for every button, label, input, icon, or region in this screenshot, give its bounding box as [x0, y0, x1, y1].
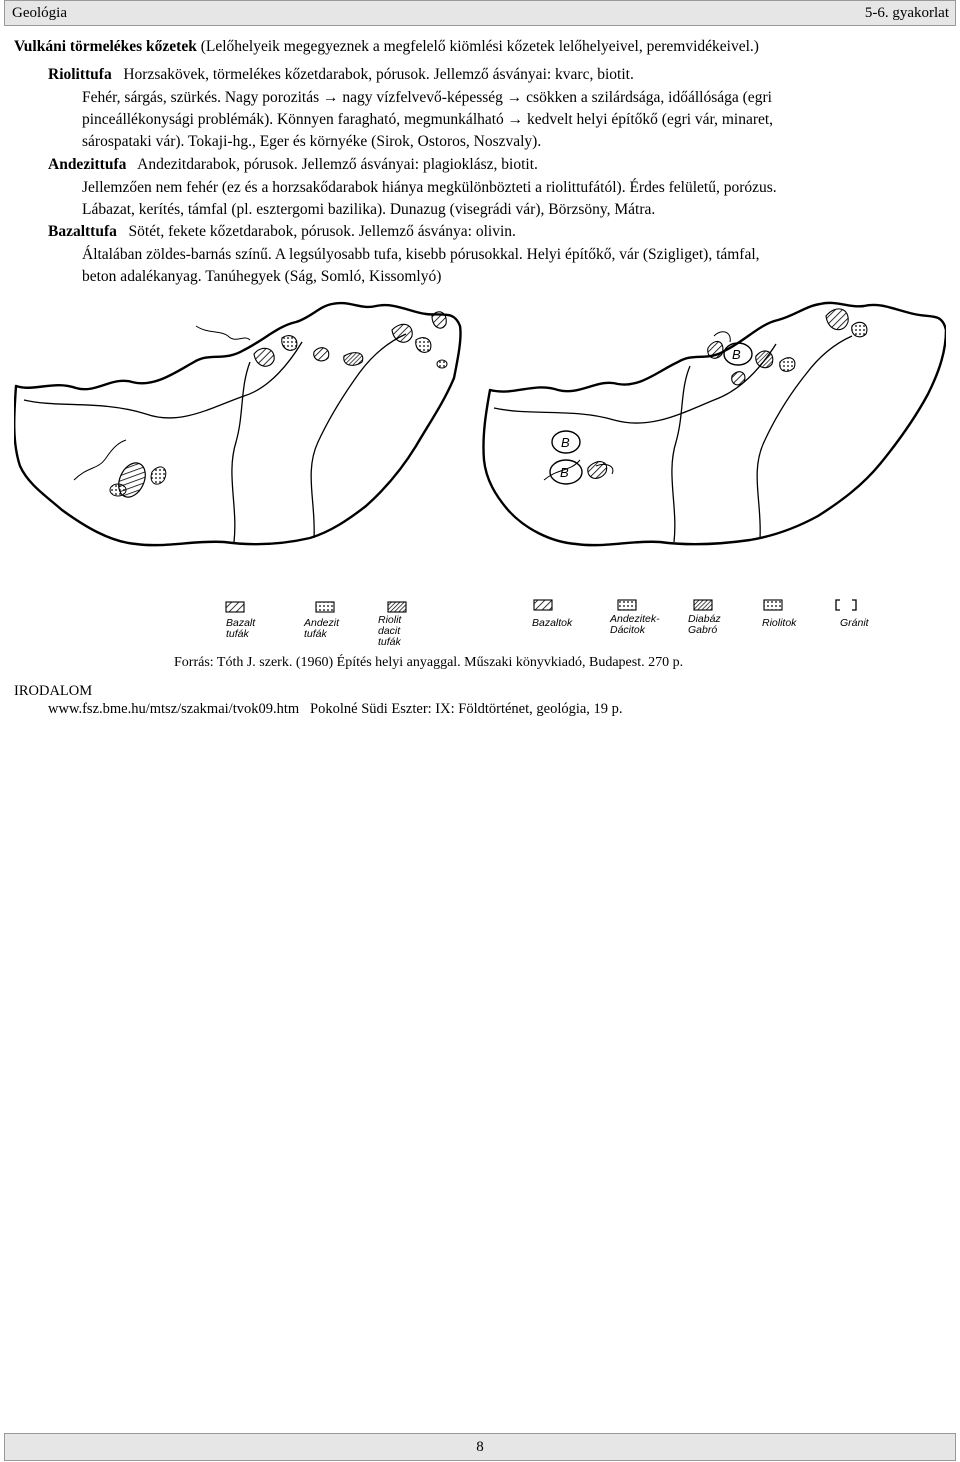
diabase-swatch — [694, 600, 712, 610]
page-header — [4, 0, 956, 26]
legend-diabase: Diabáz Gabró — [688, 613, 721, 636]
basalt-mark-2: B — [560, 465, 569, 480]
andesite-swatch — [618, 600, 636, 610]
reference-book: Pokolné Südi Eszter: IX: Földtörténet, geológia, 19 p. — [310, 701, 623, 717]
header-session: 5-6. gyakorlat — [864, 5, 949, 21]
right-legend-icons — [534, 600, 856, 610]
basalt-mark-1: B — [561, 435, 570, 450]
andezittufa-line-3: Lábazat, kerítés, támfal (pl. esztergomi bazilika). Dunazug (visegrádi vár), Börzsöny, Mátra. — [82, 201, 656, 218]
bazalttufa-line-3: beton adalékanyag. Tanúhegyek (Ság, Somló, Kissomlyó) — [82, 268, 442, 285]
andezittufa-line-1: Andezittufa Andezitdarabok, pórusok. Jellemző ásványai: plagioklász, biotit. — [48, 156, 538, 173]
legend-andesites: Andezitek- Dácitok — [610, 613, 660, 636]
left-legend-icons — [226, 602, 406, 612]
riolittufa-name: Riolittufa — [48, 66, 112, 83]
page-number: 8 — [476, 1439, 484, 1455]
legend-andesite-tuff: Andezit tufák — [304, 617, 340, 640]
bazalttufa-line-1: Bazalttufa Sötét, fekete kőzetdarabok, pórusok. Jellemző ásványa: olivin. — [48, 223, 516, 240]
andesite-tuff-swatch — [316, 602, 334, 612]
page-footer — [4, 1433, 956, 1461]
legend-rhyolite-tuff: Riolit dacit tufák — [378, 614, 402, 648]
basalt-tuff-swatch — [226, 602, 244, 612]
header-subject: Geológia — [12, 5, 67, 21]
bazalttufa-name: Bazalttufa — [48, 223, 117, 240]
riolittufa-line-4: sárospataki vár). Tokaji-hg., Eger és környéke (Sirok, Ostoros, Noszvaly). — [82, 133, 542, 150]
section-subtitle: (Lelőhelyeik megegyeznek a megfelelő kiömlési kőzetek lelőhelyeivel, peremvidékeivel.) — [200, 38, 759, 55]
bazalttufa-line-2: Általában zöldes-barnás színű. A legsúlyosabb tufa, kisebb pórusokkal. Helyi építőkő, vár (Szigliget), támfal, — [82, 246, 760, 263]
figure-source: Forrás: Tóth J. szerk. (1960) Építés helyi anyaggal. Műszaki könyvkiadó, Budapest. 270 p. — [174, 655, 684, 670]
reference-link[interactable]: www.fsz.bme.hu/mtsz/szakmai/tvok09.htm — [48, 701, 300, 717]
legend-rhyolites: Riolitok — [762, 617, 797, 629]
irodalom-title: IRODALOM — [14, 683, 93, 699]
andezittufa-line-2: Jellemzően nem fehér (ez és a horzsakődarabok hiánya megkülönbözteti a riolittufától). Érdes felületű, porózus. — [82, 179, 777, 196]
section-heading — [14, 38, 759, 56]
granite-swatch — [836, 600, 856, 610]
rhyolite-swatch — [764, 600, 782, 610]
irodalom-refs — [48, 700, 623, 718]
andezittufa-name: Andezittufa — [48, 156, 127, 173]
basalt-swatch — [534, 600, 552, 610]
riolittufa-line-1: Riolittufa Horzsakövek, törmelékes kőzetdarabok, pórusok. Jellemző ásványai: kvarc, biotit. — [48, 66, 634, 83]
legend-basalts: Bazaltok — [532, 617, 573, 629]
left-map-tuffs — [14, 303, 460, 545]
basalt-mark-3: B — [732, 347, 741, 362]
legend-granite: Gránit — [840, 617, 869, 629]
riolittufa-line-2: Fehér, sárgás, szürkés. Nagy porozitás → nagy vízfelvevő-képesség → csökken a szilárdsága, időállósága (egri — [82, 89, 772, 106]
volcanic-rock-maps — [14, 296, 946, 644]
riolittufa-line-3: pinceállékonysági problémák). Könnyen faragható, megmunkálható → kedvelt helyi építőkő (egri vár, minaret, — [82, 111, 774, 128]
right-map-igneous — [483, 303, 946, 545]
rhyolite-tuff-swatch — [388, 602, 406, 612]
legend-basalt-tuff: Bazalt tufák — [226, 617, 256, 640]
section-title: Vulkáni törmelékes kőzetek — [14, 38, 197, 55]
